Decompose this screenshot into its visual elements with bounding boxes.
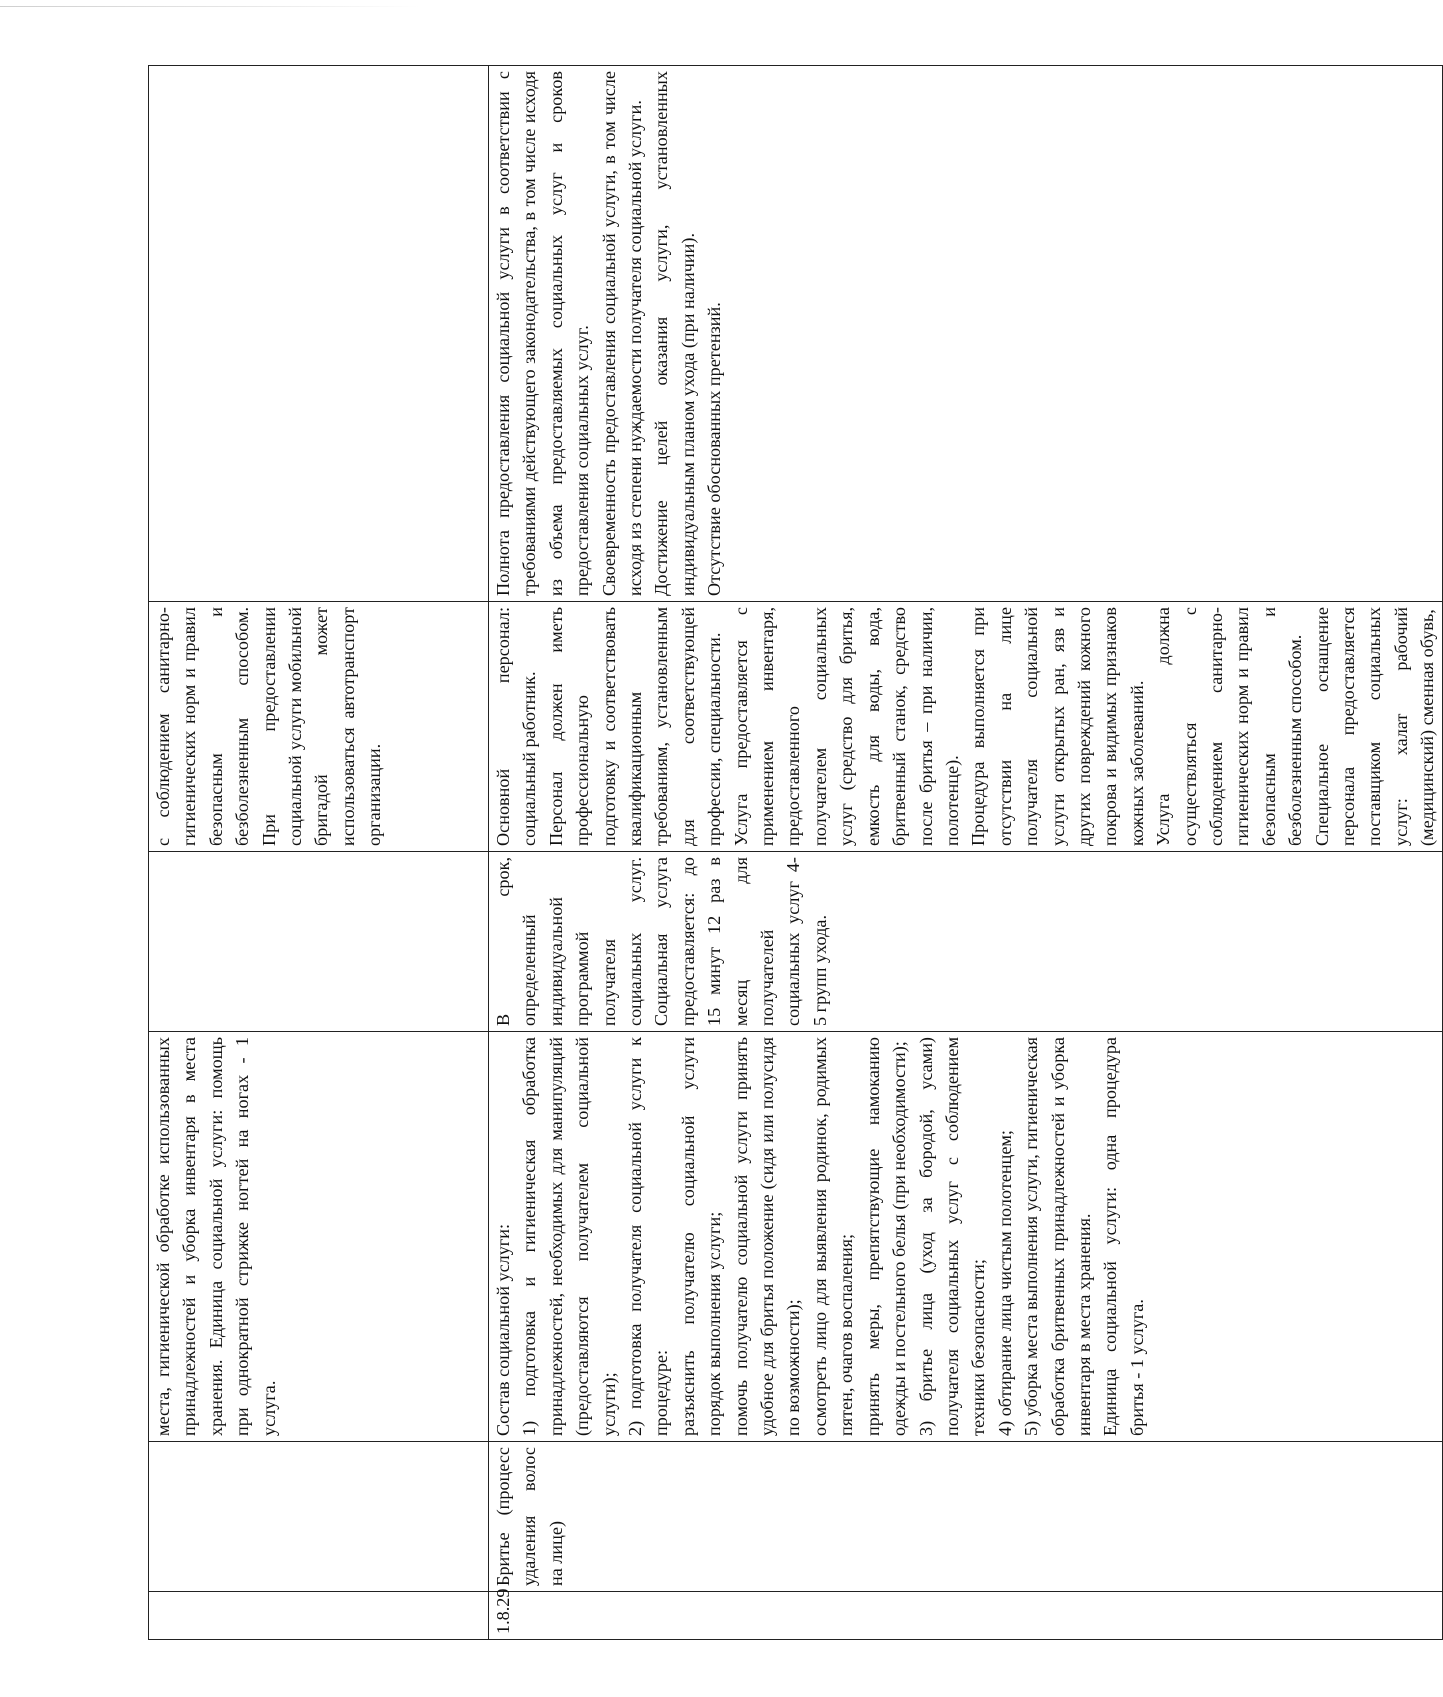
composition-line: принять меры, препятствующие намоканию одежды и постельного белья (при необходимости); — [862, 1037, 910, 1436]
cell-quality-empty — [149, 66, 489, 602]
cell-row-number: 1.8.29 — [489, 1592, 1443, 1640]
quality-line: Своевременность предоставления социальной услуги, в том числе исходя из степени нуждаемости получателя социальной услуги. — [598, 71, 646, 596]
conditions-line: Персонал должен иметь профессиональную подготовку и соответствовать квалификационным требованиям, установленным для соответствующей профессии, специальности. — [545, 607, 725, 846]
composition-line: 5) уборка места выполнения услуги, гигиеническая обработка бритвенных принадлежностей и уборка инвентаря в места хранения. — [1021, 1036, 1094, 1436]
services-table — [148, 65, 1443, 1640]
cell-terms: В срок, определенный индивидуальной программой получателя социальных услуг. Социальная услуга предоставляется: до 15 минут 12 раз в месяц для получателей социальных услуг 4-5 групп ухода. — [489, 852, 1443, 1032]
cell-quality — [489, 66, 1443, 602]
composition-line: Состав социальной услуги: — [493, 1223, 513, 1436]
quality-line: Отсутствие обоснованных претензий. — [704, 302, 725, 596]
cell-composition-continued: места, гигиенической обработке использованных принадлежностей и уборка инвентаря в места хранения. Единица социальной услуги: помощь при однократной стрижке ногтей на ногах - 1 услуга. — [149, 1032, 489, 1442]
table-row-shaving — [489, 66, 1443, 1640]
composition-line: 3) бритье лица (уход за бородой, усами) получателя социальных услуг с соблюдением техники безопасности; — [915, 1037, 989, 1436]
conditions-line: Процедура выполняется при отсутствии на лице получателя социальной услуги открытых ран, язв и других повреждений кожного покрова и видимых признаков кожных заболеваний. — [968, 607, 1147, 846]
conditions-line: Услуга должна осуществляться с соблюдением санитарно-гигиенических норм и правил безопасным и безболезненным способом. — [1153, 607, 1306, 846]
composition-line: Единица социальной услуги: одна процедура бритья - 1 услуга. — [1100, 1037, 1147, 1436]
rotated-page — [148, 65, 1438, 1640]
composition-line: 2) подготовка получателя социальной услуги к процедуре: — [625, 1037, 672, 1436]
cell-terms-empty — [149, 852, 489, 1032]
cell-service-name-empty — [149, 1442, 489, 1592]
cell-conditions — [489, 602, 1443, 852]
cell-composition — [489, 1032, 1443, 1442]
cell-conditions-continued: с соблюдением санитарно-гигиенических норм и правил безопасным и безболезненным способом. При предоставлении социальной услуги мобильной бригадой может использоваться автотранспорт организации. — [149, 602, 489, 852]
table-row-continued — [149, 66, 489, 1640]
composition-line: помочь получателю социальной услуги принять удобное для бритья положение (сидя или полусидя по возможности); — [730, 1037, 804, 1436]
quality-line: Полнота предоставления социальной услуги в соответствии с требованиями действующего законодательства, в том числе исходя из объема предоставляемых социальных услуг и сроков предоставления социальных услуг. — [493, 71, 593, 596]
composition-line: 4) обтирание лица чистым полотенцем; — [994, 1130, 1015, 1436]
composition-line: осмотреть лицо для выявления родинок, родимых пятен, очагов воспаления; — [809, 1037, 857, 1436]
cell-service-name: Бритье (процесс удаления волос на лице) — [489, 1442, 1443, 1592]
composition-line: 1) подготовка и гигиеническая обработка принадлежностей, необходимых для манипуляций (предоставляются получателем социальной услуги); — [519, 1037, 619, 1436]
composition-line: разъяснить получателю социальной услуги порядок выполнения услуги; — [677, 1037, 725, 1436]
conditions-line: Основной персонал: социальный работник. — [493, 607, 540, 846]
cell-number-empty — [149, 1592, 489, 1640]
quality-line: Достижение целей оказания услуги, установленных индивидуальным планом ухода (при наличии). — [651, 71, 698, 596]
scan-edge-line — [0, 6, 420, 7]
conditions-line: Услуга предоставляется с применением инвентаря, предоставленного получателем социальных услуг (средство для бритья, емкость для воды, вода, бритвенный станок, средство после бритья – при наличии, полотенце). — [730, 607, 962, 846]
conditions-line: Специальное оснащение персонала предоставляется поставщиком социальных услуг: халат рабочий (медицинский) сменная обувь, — [1311, 607, 1438, 846]
